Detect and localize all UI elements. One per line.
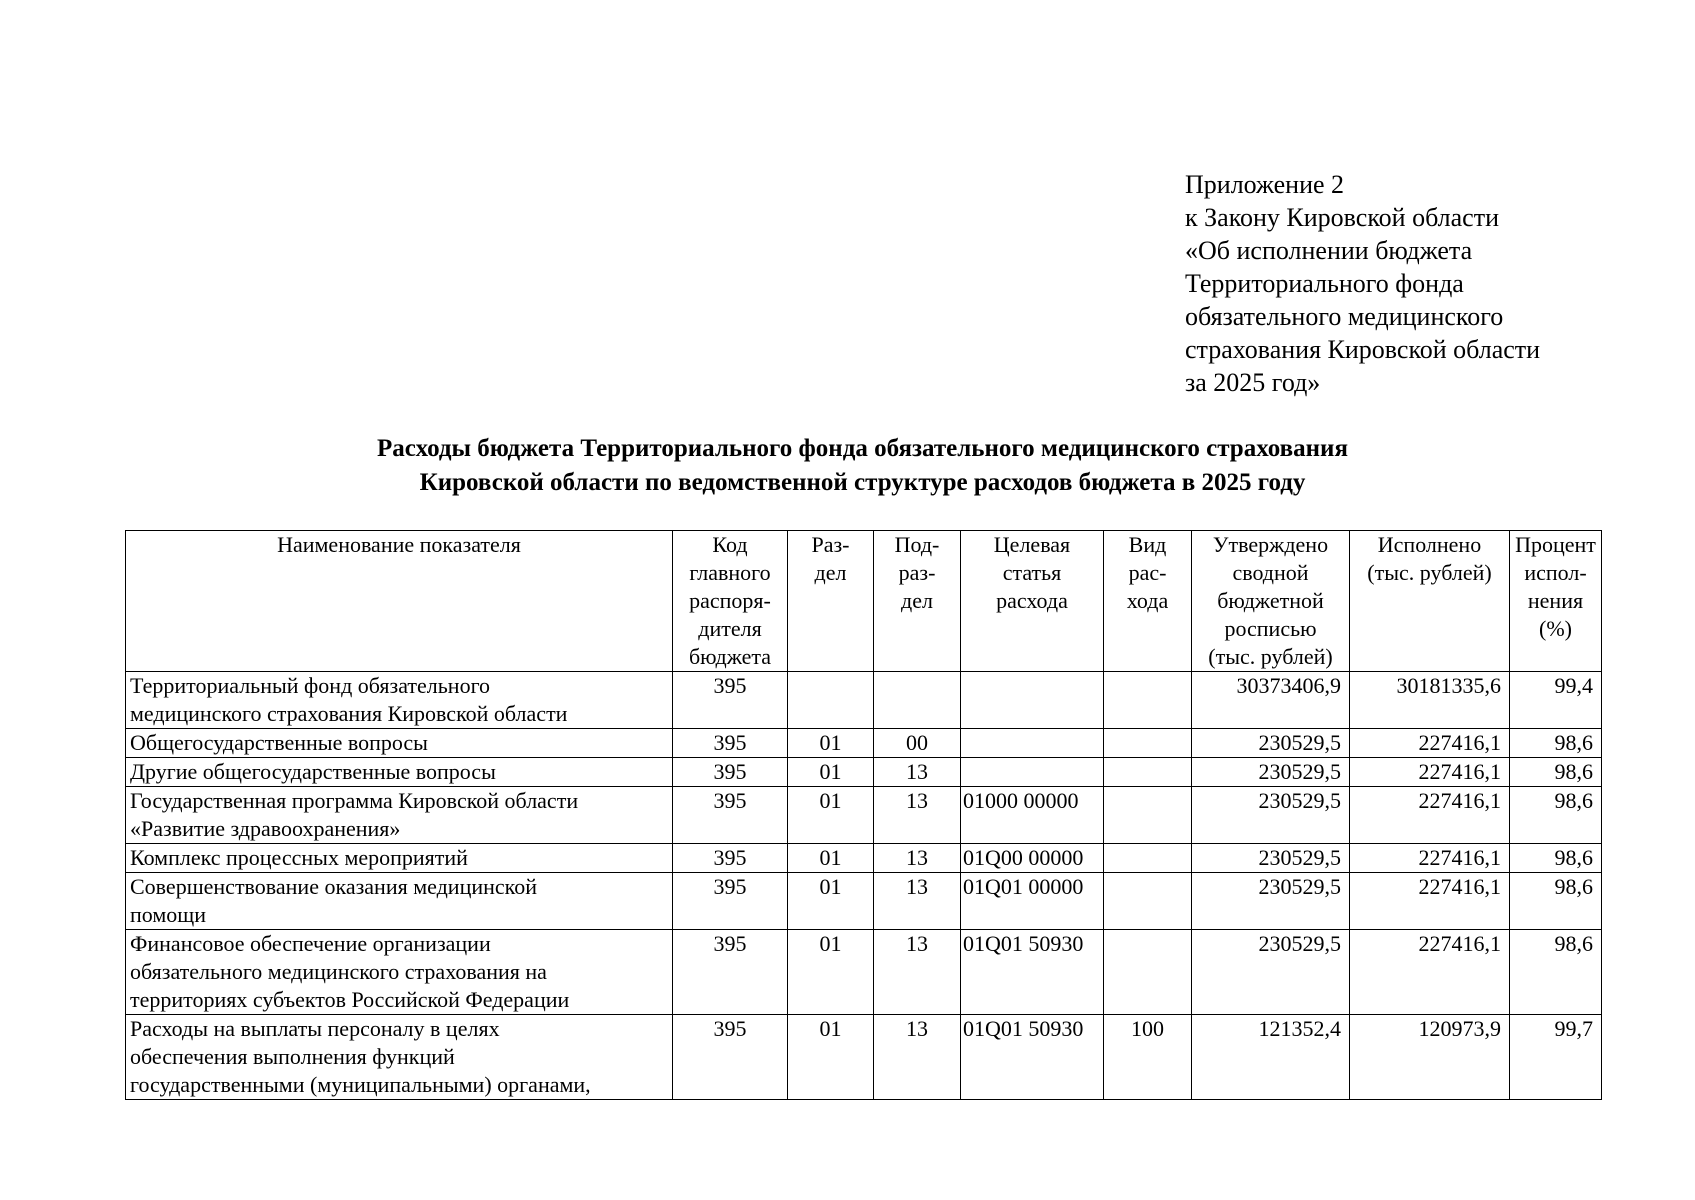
cell-approved: 230529,5 bbox=[1192, 729, 1350, 758]
cell-percent: 99,4 bbox=[1510, 672, 1602, 729]
cell-section: 01 bbox=[788, 1015, 874, 1100]
header-section bbox=[788, 531, 874, 672]
cell-name bbox=[126, 873, 673, 930]
table-row bbox=[126, 672, 1602, 729]
cell-target: 01Q00 00000 bbox=[961, 844, 1104, 873]
cell-name bbox=[126, 758, 673, 787]
name-line: Государственная программа Кировской области bbox=[130, 788, 579, 813]
appendix-line: «Об исполнении бюджета bbox=[1185, 236, 1473, 265]
cell-percent: 98,6 bbox=[1510, 758, 1602, 787]
cell-subsection: 13 bbox=[874, 758, 961, 787]
header-subsection bbox=[874, 531, 961, 672]
cell-executed: 227416,1 bbox=[1350, 844, 1510, 873]
cell-type bbox=[1104, 787, 1192, 844]
header-type bbox=[1104, 531, 1192, 672]
cell-subsection: 13 bbox=[874, 844, 961, 873]
name-line: Другие общегосударственные вопросы bbox=[130, 759, 496, 784]
name-line: территориях субъектов Российской Федерации bbox=[130, 987, 570, 1012]
title-line-2: Кировской области по ведомственной структуре расходов бюджета в 2025 году bbox=[419, 469, 1306, 496]
header-line: Исполнено bbox=[1377, 532, 1482, 557]
cell-section bbox=[788, 672, 874, 729]
cell-type bbox=[1104, 844, 1192, 873]
table-row bbox=[126, 844, 1602, 873]
cell-target: 01Q01 50930 bbox=[961, 1015, 1104, 1100]
cell-section: 01 bbox=[788, 729, 874, 758]
cell-subsection: 13 bbox=[874, 787, 961, 844]
cell-type: 100 bbox=[1104, 1015, 1192, 1100]
name-line: Территориальный фонд обязательного bbox=[130, 673, 491, 698]
table-row bbox=[126, 873, 1602, 930]
header-line: рас- bbox=[1128, 560, 1167, 585]
cell-approved: 230529,5 bbox=[1192, 787, 1350, 844]
title-line-1: Расходы бюджета Территориального фонда обязательного медицинского страхования bbox=[377, 435, 1348, 462]
cell-section: 01 bbox=[788, 873, 874, 930]
appendix-note bbox=[1185, 168, 1540, 399]
header-line: сводной bbox=[1232, 560, 1309, 585]
cell-percent: 98,6 bbox=[1510, 787, 1602, 844]
cell-target: 01Q01 00000 bbox=[961, 873, 1104, 930]
name-line: Расходы на выплаты персоналу в целях bbox=[130, 1016, 500, 1041]
appendix-line: Территориального фонда bbox=[1185, 269, 1464, 298]
header-line: (%) bbox=[1539, 616, 1572, 641]
cell-approved: 30373406,9 bbox=[1192, 672, 1350, 729]
cell-type bbox=[1104, 729, 1192, 758]
cell-subsection: 13 bbox=[874, 1015, 961, 1100]
cell-approved: 230529,5 bbox=[1192, 930, 1350, 1015]
cell-executed: 30181335,6 bbox=[1350, 672, 1510, 729]
cell-approved: 230529,5 bbox=[1192, 758, 1350, 787]
cell-code: 395 bbox=[673, 729, 788, 758]
cell-approved: 121352,4 bbox=[1192, 1015, 1350, 1100]
cell-code: 395 bbox=[673, 1015, 788, 1100]
header-line: бюджетной bbox=[1217, 588, 1324, 613]
header-line: Процент bbox=[1515, 532, 1596, 557]
appendix-line: за 2025 год» bbox=[1185, 368, 1321, 397]
header-percent bbox=[1510, 531, 1602, 672]
table-row bbox=[126, 787, 1602, 844]
cell-target bbox=[961, 729, 1104, 758]
header-line: Утверждено bbox=[1212, 532, 1329, 557]
cell-executed: 227416,1 bbox=[1350, 787, 1510, 844]
cell-target: 01000 00000 bbox=[961, 787, 1104, 844]
cell-section: 01 bbox=[788, 930, 874, 1015]
header-line: раз- bbox=[898, 560, 936, 585]
cell-executed: 227416,1 bbox=[1350, 930, 1510, 1015]
table-row bbox=[126, 758, 1602, 787]
name-line: Финансовое обеспечение организации bbox=[130, 931, 491, 956]
cell-type bbox=[1104, 930, 1192, 1015]
name-line: Общегосударственные вопросы bbox=[130, 730, 428, 755]
cell-executed: 227416,1 bbox=[1350, 729, 1510, 758]
name-line: обязательного медицинского страхования на bbox=[130, 959, 547, 984]
header-line: бюджета bbox=[688, 644, 772, 669]
appendix-line: к Закону Кировской области bbox=[1185, 203, 1499, 232]
header-line: Под- bbox=[894, 532, 940, 557]
header-line: хода bbox=[1126, 588, 1169, 613]
cell-approved: 230529,5 bbox=[1192, 844, 1350, 873]
cell-subsection: 13 bbox=[874, 930, 961, 1015]
header-approved bbox=[1192, 531, 1350, 672]
cell-type bbox=[1104, 873, 1192, 930]
header-line: (тыс. рублей) bbox=[1367, 560, 1492, 585]
appendix-line: Приложение 2 bbox=[1185, 170, 1345, 199]
header-line: дителя bbox=[698, 616, 762, 641]
header-line: главного bbox=[689, 560, 771, 585]
cell-name bbox=[126, 1015, 673, 1100]
cell-percent: 98,6 bbox=[1510, 729, 1602, 758]
cell-code: 395 bbox=[673, 758, 788, 787]
header-line: дел bbox=[814, 560, 847, 585]
budget-table bbox=[125, 530, 1602, 1100]
cell-executed: 227416,1 bbox=[1350, 758, 1510, 787]
header-line: дел bbox=[901, 588, 933, 613]
header-target bbox=[961, 531, 1104, 672]
header-line: Код bbox=[712, 532, 748, 557]
cell-target bbox=[961, 758, 1104, 787]
cell-percent: 98,6 bbox=[1510, 873, 1602, 930]
cell-name bbox=[126, 844, 673, 873]
document-title bbox=[130, 432, 1595, 500]
header-line: распоря- bbox=[689, 588, 771, 613]
header-line: росписью bbox=[1224, 616, 1317, 641]
cell-percent: 99,7 bbox=[1510, 1015, 1602, 1100]
name-line: обеспечения выполнения функций bbox=[130, 1044, 455, 1069]
cell-target bbox=[961, 672, 1104, 729]
cell-name bbox=[126, 729, 673, 758]
cell-percent: 98,6 bbox=[1510, 930, 1602, 1015]
table-row bbox=[126, 729, 1602, 758]
name-line: медицинского страхования Кировской области bbox=[130, 701, 568, 726]
header-line: Раз- bbox=[811, 532, 850, 557]
table-row bbox=[126, 1015, 1602, 1100]
cell-type bbox=[1104, 758, 1192, 787]
header-line: расхода bbox=[996, 588, 1068, 613]
table-row bbox=[126, 930, 1602, 1015]
header-code bbox=[673, 531, 788, 672]
cell-section: 01 bbox=[788, 844, 874, 873]
cell-percent: 98,6 bbox=[1510, 844, 1602, 873]
name-line: государственными (муниципальными) органами, bbox=[130, 1072, 591, 1097]
name-line: Комплекс процессных мероприятий bbox=[130, 845, 468, 870]
cell-subsection bbox=[874, 672, 961, 729]
appendix-line: обязательного медицинского bbox=[1185, 302, 1504, 331]
header-executed bbox=[1350, 531, 1510, 672]
header-line: Целевая bbox=[993, 532, 1071, 557]
header-line: Вид bbox=[1128, 532, 1167, 557]
header-line: статья bbox=[1002, 560, 1062, 585]
name-line: «Развитие здравоохранения» bbox=[130, 816, 401, 841]
name-line: помощи bbox=[130, 902, 206, 927]
cell-code: 395 bbox=[673, 672, 788, 729]
cell-subsection: 13 bbox=[874, 873, 961, 930]
header-line: нения bbox=[1527, 588, 1584, 613]
header-name: Наименование показателя bbox=[126, 531, 673, 672]
appendix-line: страхования Кировской области bbox=[1185, 335, 1541, 364]
cell-approved: 230529,5 bbox=[1192, 873, 1350, 930]
name-line: Совершенствование оказания медицинской bbox=[130, 874, 537, 899]
table-header-row bbox=[126, 531, 1602, 672]
cell-name bbox=[126, 930, 673, 1015]
cell-code: 395 bbox=[673, 844, 788, 873]
cell-type bbox=[1104, 672, 1192, 729]
cell-target: 01Q01 50930 bbox=[961, 930, 1104, 1015]
cell-name bbox=[126, 672, 673, 729]
header-line: (тыс. рублей) bbox=[1208, 644, 1333, 669]
cell-section: 01 bbox=[788, 787, 874, 844]
cell-executed: 120973,9 bbox=[1350, 1015, 1510, 1100]
cell-section: 01 bbox=[788, 758, 874, 787]
header-line: испол- bbox=[1524, 560, 1587, 585]
cell-code: 395 bbox=[673, 873, 788, 930]
cell-code: 395 bbox=[673, 787, 788, 844]
cell-executed: 227416,1 bbox=[1350, 873, 1510, 930]
cell-subsection: 00 bbox=[874, 729, 961, 758]
cell-code: 395 bbox=[673, 930, 788, 1015]
cell-name bbox=[126, 787, 673, 844]
